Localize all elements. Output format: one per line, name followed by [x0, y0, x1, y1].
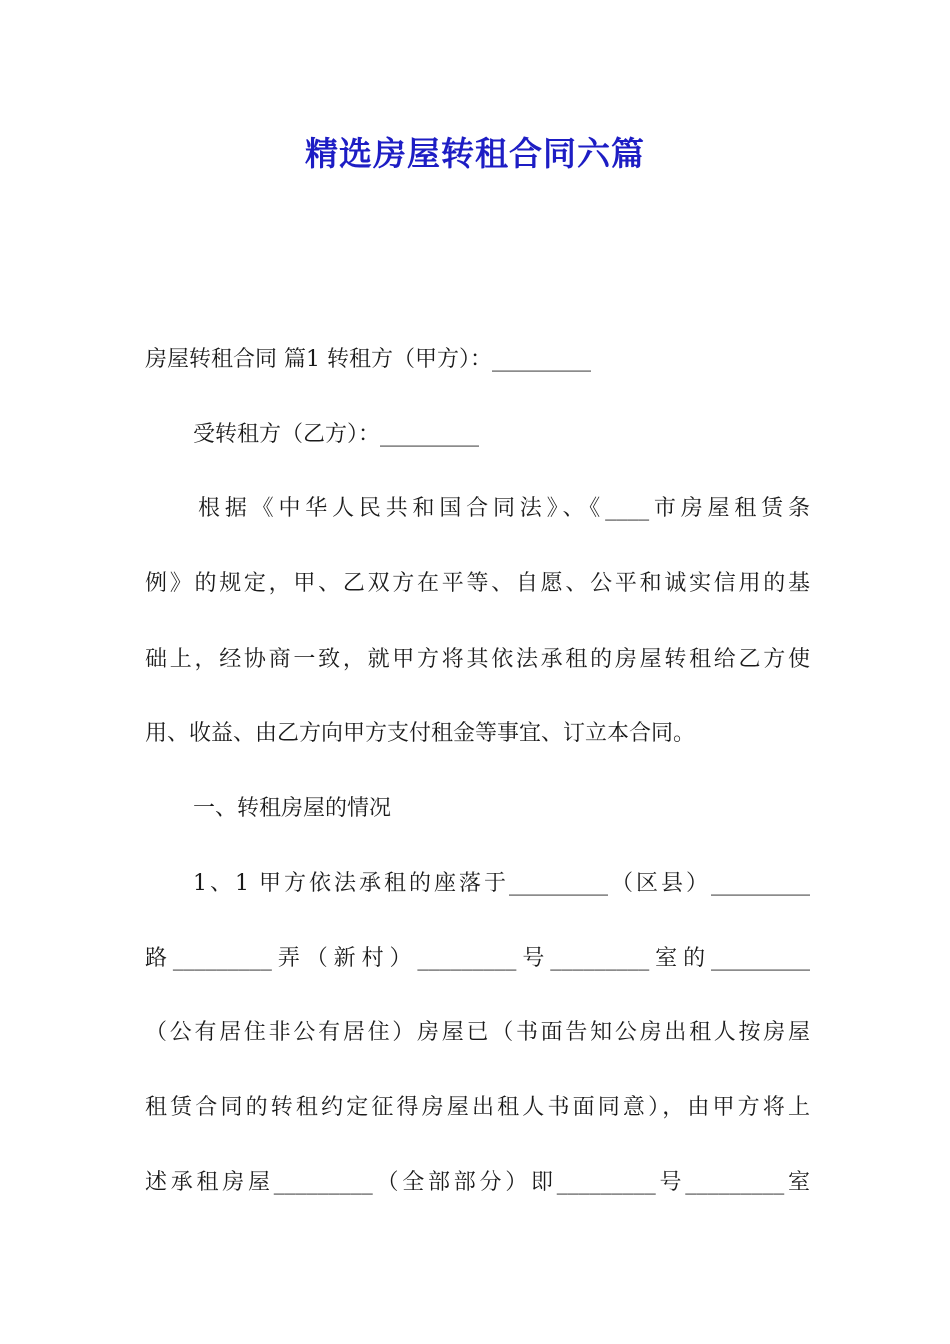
document-title: 精选房屋转租合同六篇	[305, 134, 645, 173]
clause-line: （公有居住非公有居住）房屋已（书面告知公房出租人按房屋	[145, 1020, 810, 1045]
section-heading: 一、转租房屋的情况	[193, 796, 392, 821]
paragraph-line: 用、收益、由乙方向甲方支付租金等事宜、订立本合同。	[145, 721, 696, 746]
clause-line: 路_________弄（新村）_________号_________室的_________	[145, 946, 810, 971]
paragraph-line: 根据《中华人民共和国合同法》、《____市房屋租赁条	[198, 496, 810, 521]
contract-heading-line: 房屋转租合同 篇1 转租方（甲方）：_________	[145, 347, 591, 372]
paragraph-line: 例》的规定，甲、乙双方在平等、自愿、公平和诚实信用的基	[145, 571, 810, 596]
clause-line: 述承租房屋_________（全部部分）即_________号_________室	[145, 1170, 810, 1195]
clause-line: 租赁合同的转租约定征得房屋出租人书面同意），由甲方将上	[145, 1095, 810, 1120]
paragraph-line: 础上，经协商一致，就甲方将其依法承租的房屋转租给乙方使	[145, 647, 810, 672]
clause-line: 1、1 甲方依法承租的座落于_________（区县）_________	[193, 871, 810, 896]
sublessee-line: 受转租方（乙方）：_________	[193, 422, 480, 447]
